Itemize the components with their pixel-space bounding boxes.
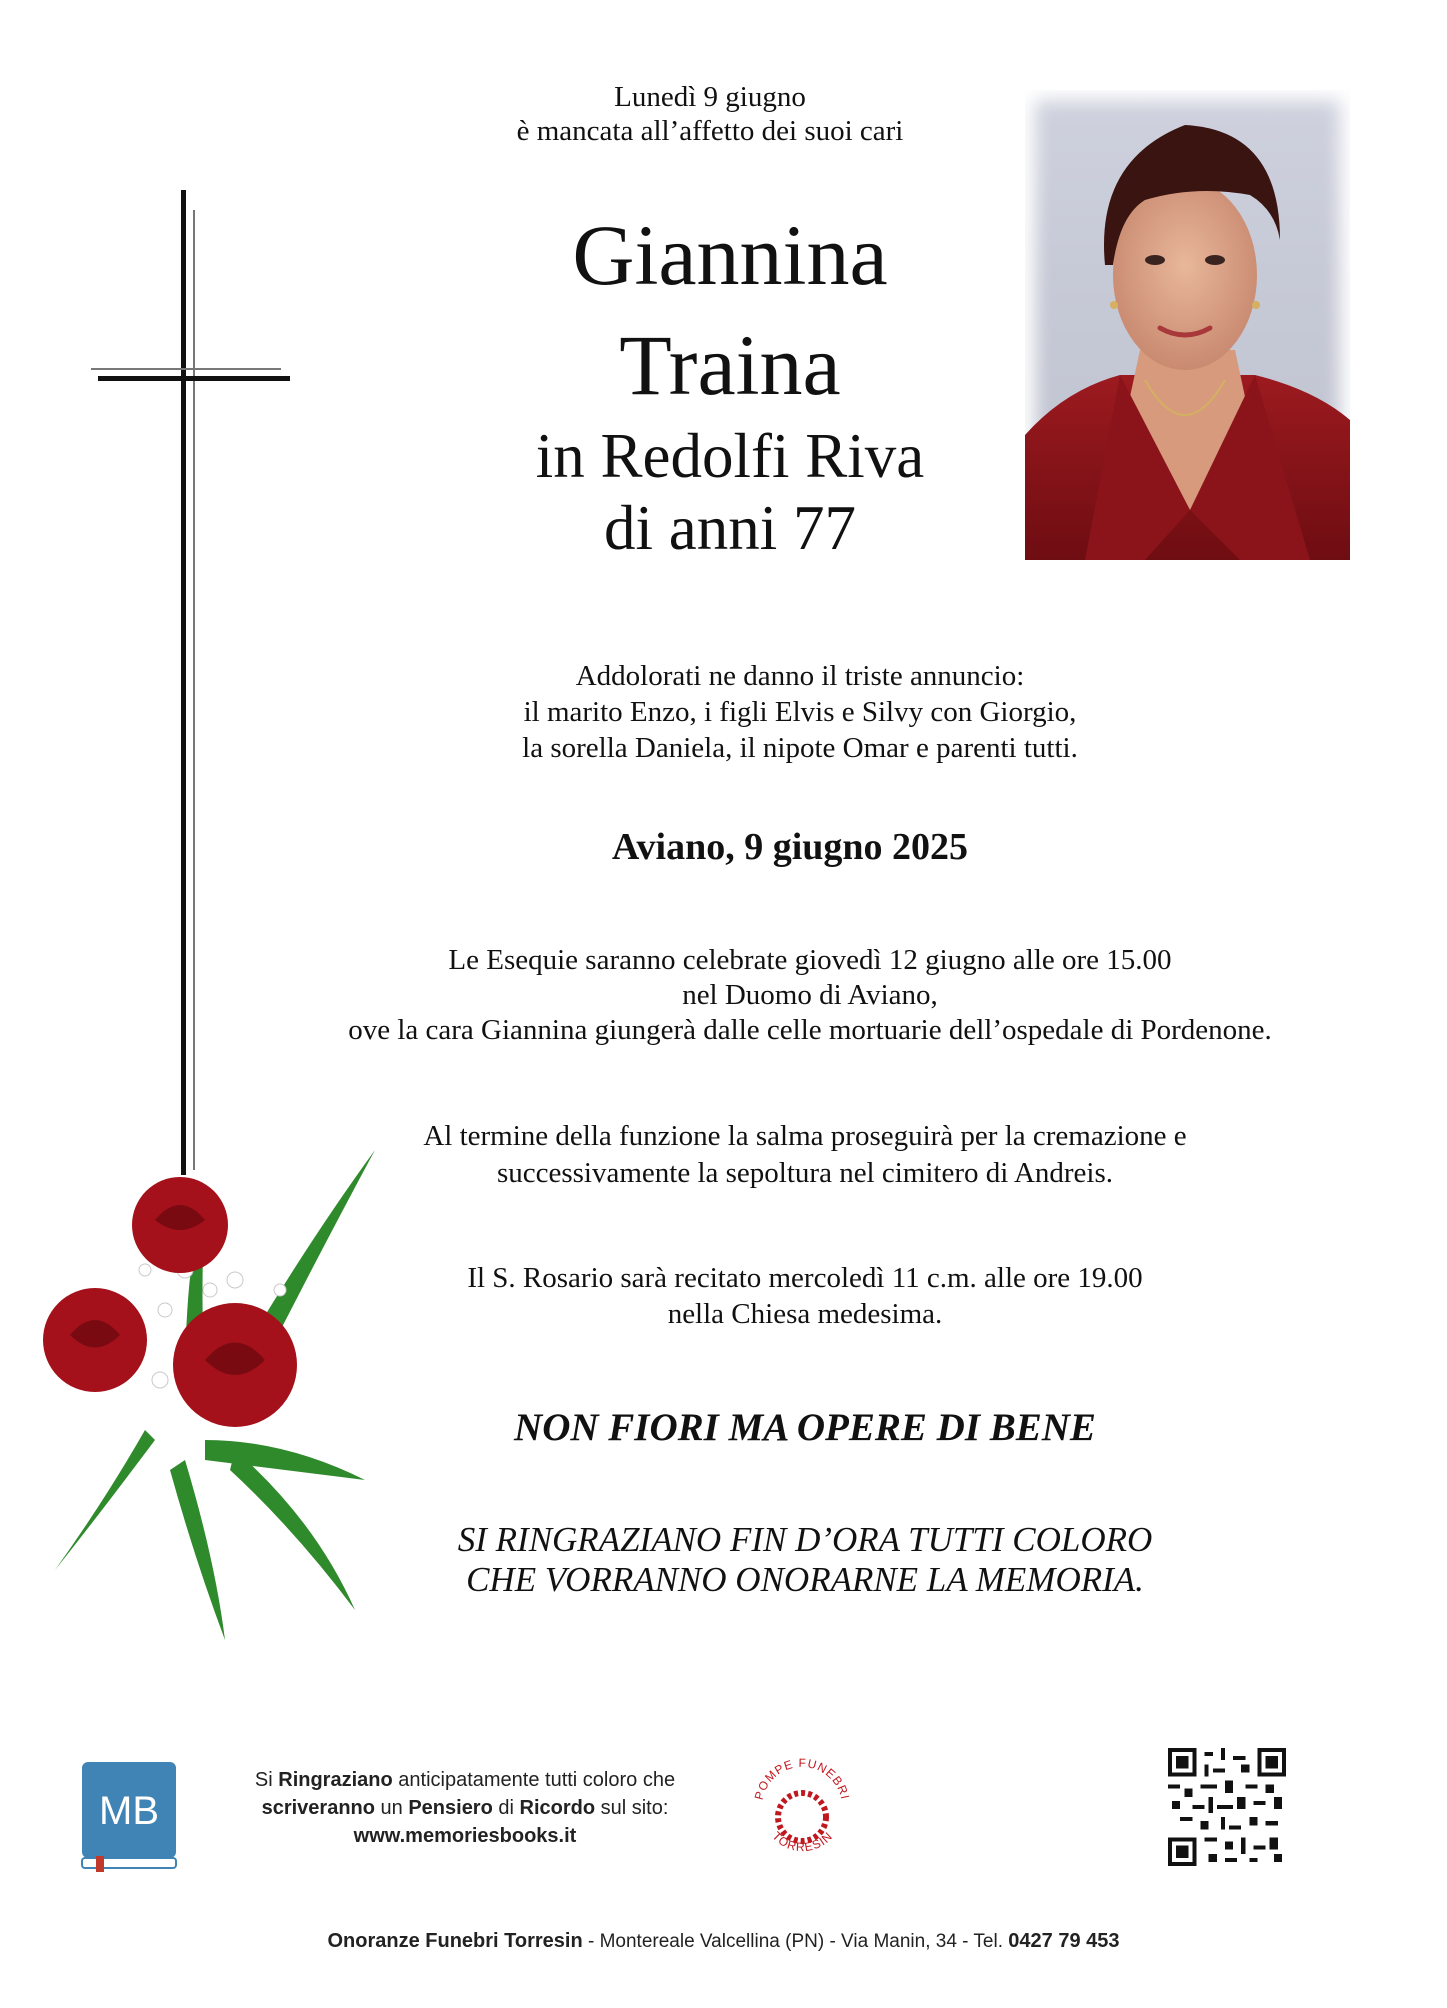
mourners	[400, 658, 1200, 766]
mb-text-7: di	[492, 1797, 520, 1819]
funeral-line-2: nel Duomo di Aviano,	[682, 979, 938, 1011]
rosary-line-1: Il S. Rosario sarà recitato mercoledì 11 c.m. alle ore 19.00	[467, 1262, 1143, 1294]
memoriesbooks-logo	[80, 1760, 178, 1872]
mb-text-1: Si	[254, 1769, 279, 1791]
torresin-seal-icon	[740, 1745, 865, 1870]
memoriesbooks-site-link[interactable]: www.memoriesbooks.it	[353, 1825, 577, 1847]
cross-horizontal	[98, 376, 290, 381]
seal-bottom-text: TORRESIN	[769, 1828, 836, 1855]
rosary-info	[330, 1260, 1280, 1332]
death-date: Lunedì 9 giugno	[614, 81, 806, 113]
deceased-name	[430, 200, 1030, 420]
mourners-line-3: la sorella Daniela, il nipote Omar e parenti tutti.	[522, 732, 1078, 764]
cross-horizontal-shadow	[91, 368, 281, 370]
svg-text:TORRESIN	[769, 1829, 835, 1854]
mourners-line-1: Addolorati ne danno il triste annuncio:	[575, 660, 1025, 692]
funeral-info	[250, 943, 1370, 1048]
funeral-line-1: Le Esequie saranno celebrate giovedì 12 giugno alle ore 15.00	[448, 944, 1172, 976]
intro-line: è mancata all’affetto dei suoi cari	[516, 115, 904, 147]
seal-top-text: POMPE FUNEBRI	[751, 1755, 853, 1802]
cremation-line-2: successivamente la sepoltura nel cimitero di Andreis.	[496, 1157, 1114, 1189]
roses-bouquet-icon	[35, 1140, 385, 1640]
memoriesbooks-text	[205, 1766, 725, 1850]
mb-text-8: Ricordo	[519, 1797, 596, 1819]
company-name: Onoranze Funebri Torresin	[327, 1930, 583, 1952]
cross-vertical	[181, 190, 186, 1175]
married-name: in Redolfi Riva	[535, 421, 925, 491]
no-flowers-note: NON FIORI MA OPERE DI BENE	[514, 1406, 1096, 1449]
mb-text-6: Pensiero	[408, 1797, 493, 1819]
mb-text-2: Ringraziano	[278, 1769, 393, 1791]
portrait-photo	[1025, 90, 1350, 560]
cremation-info	[330, 1118, 1280, 1192]
thanks-line-2: CHE VORRANNO ONORARNE LA MEMORIA.	[466, 1560, 1144, 1599]
qr-code-icon[interactable]	[1168, 1748, 1286, 1866]
mb-text-5: un	[374, 1797, 409, 1819]
funeral-home-footer	[0, 1930, 1447, 1953]
rosary-line-2: nella Chiesa medesima.	[667, 1298, 943, 1330]
mourners-line-2: il marito Enzo, i figli Elvis e Silvy con Giorgio,	[523, 696, 1077, 728]
first-name: Giannina	[572, 207, 888, 303]
intro	[430, 80, 990, 148]
cremation-line-1: Al termine della funzione la salma proseguirà per la cremazione e	[423, 1120, 1187, 1152]
mb-text-4: scriveranno	[261, 1797, 375, 1819]
mb-text-9: sul sito:	[595, 1797, 669, 1819]
company-phone: 0427 79 453	[1008, 1930, 1120, 1952]
company-address: - Montereale Valcellina (PN) - Via Manin, 34 - Tel.	[582, 1931, 1009, 1952]
place-date: Aviano, 9 giugno 2025	[611, 826, 969, 868]
age: di anni 77	[604, 493, 856, 563]
thanks-line-1: SI RINGRAZIANO FIN D’ORA TUTTI COLORO	[457, 1520, 1153, 1559]
thanks-note	[330, 1520, 1280, 1600]
name-details	[430, 420, 1030, 564]
mb-text-3: anticipatamente tutti coloro che	[392, 1769, 676, 1791]
mb-logo-text: MB	[99, 1789, 159, 1833]
last-name: Traina	[619, 317, 841, 413]
funeral-line-3: ove la cara Giannina giungerà dalle celle mortuarie dell’ospedale di Pordenone.	[348, 1014, 1272, 1046]
cross-vertical-shadow	[193, 210, 195, 1170]
